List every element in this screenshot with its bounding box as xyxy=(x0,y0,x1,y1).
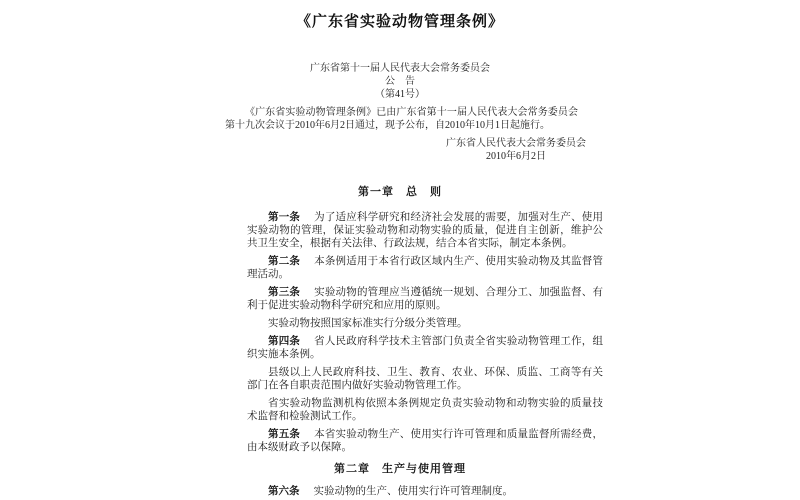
notice-type: 公 告 xyxy=(385,76,415,87)
article-3-label: 第三条 xyxy=(268,287,301,298)
article-2-text: 本条例适用于本省行政区域内生产、使用实验动物及其监督管理活动。 xyxy=(247,256,604,280)
article-2-label: 第二条 xyxy=(268,256,301,267)
chapter-1-articles xyxy=(247,211,603,454)
signature-issuer: 广东省人民代表大会常务委员会 xyxy=(446,138,586,149)
article-4-text: 省人民政府科学技术主管部门负责全省实验动物管理工作，组织实施本条例。 xyxy=(247,336,604,360)
article-5 xyxy=(247,428,603,454)
article-4-label: 第四条 xyxy=(268,336,301,347)
article-5-text: 本省实验动物生产、使用实行许可管理和质量监督所需经费，由本级财政予以保障。 xyxy=(247,429,604,453)
notice-issuer: 广东省第十一届人民代表大会常务委员会 xyxy=(310,63,490,74)
signature-date: 2010年6月2日 xyxy=(486,151,546,162)
article-1 xyxy=(247,211,603,250)
article-6-label: 第六条 xyxy=(268,486,300,497)
notice-header xyxy=(0,62,800,101)
notice-number: （第41号） xyxy=(375,89,425,100)
chapter-2-articles xyxy=(247,485,603,498)
document-title: 《广东省实验动物管理条例》 xyxy=(295,14,504,30)
article-3-paragraph-2: 实验动物按照国家标准实行分级分类管理。 xyxy=(268,318,468,329)
article-6 xyxy=(247,485,603,498)
article-3-text: 实验动物的管理应当遵循统一规划、合理分工、加强监督、有利于促进实验动物科学研究和应用的原则。 xyxy=(247,287,604,311)
chapter-1-heading: 第一章 总 则 xyxy=(358,186,442,198)
article-5-label: 第五条 xyxy=(268,429,301,440)
announcement-paragraph: 《广东省实验动物管理条例》已由广东省第十一届人民代表大会常务委员会第十九次会议于2010年6月2日通过，现予公布，自2010年10月1日起施行。 xyxy=(225,107,578,131)
article-4-paragraph-2: 县级以上人民政府科技、卫生、教育、农业、环保、质监、工商等有关部门在各自职责范围内做好实验动物管理工作。 xyxy=(247,367,603,391)
article-6-text: 实验动物的生产、使用实行许可管理制度。 xyxy=(313,486,513,497)
article-4-paragraph-3: 省实验动物监测机构依照本条例规定负责实验动物和动物实验的质量技术监督和检验测试工作。 xyxy=(247,398,603,422)
signature-block xyxy=(430,137,602,163)
article-3 xyxy=(247,286,603,312)
article-2 xyxy=(247,255,603,281)
article-4 xyxy=(247,335,603,361)
article-1-label: 第一条 xyxy=(268,212,301,223)
chapter-2-heading: 第二章 生产与使用管理 xyxy=(334,463,466,475)
article-1-text: 为了适应科学研究和经济社会发展的需要，加强对生产、使用实验动物的管理，保证实验动物和动物实验的质量，促进自主创新，维护公共卫生安全，根据有关法律、行政法规，结合本省实际，制定本条例。 xyxy=(247,212,604,249)
